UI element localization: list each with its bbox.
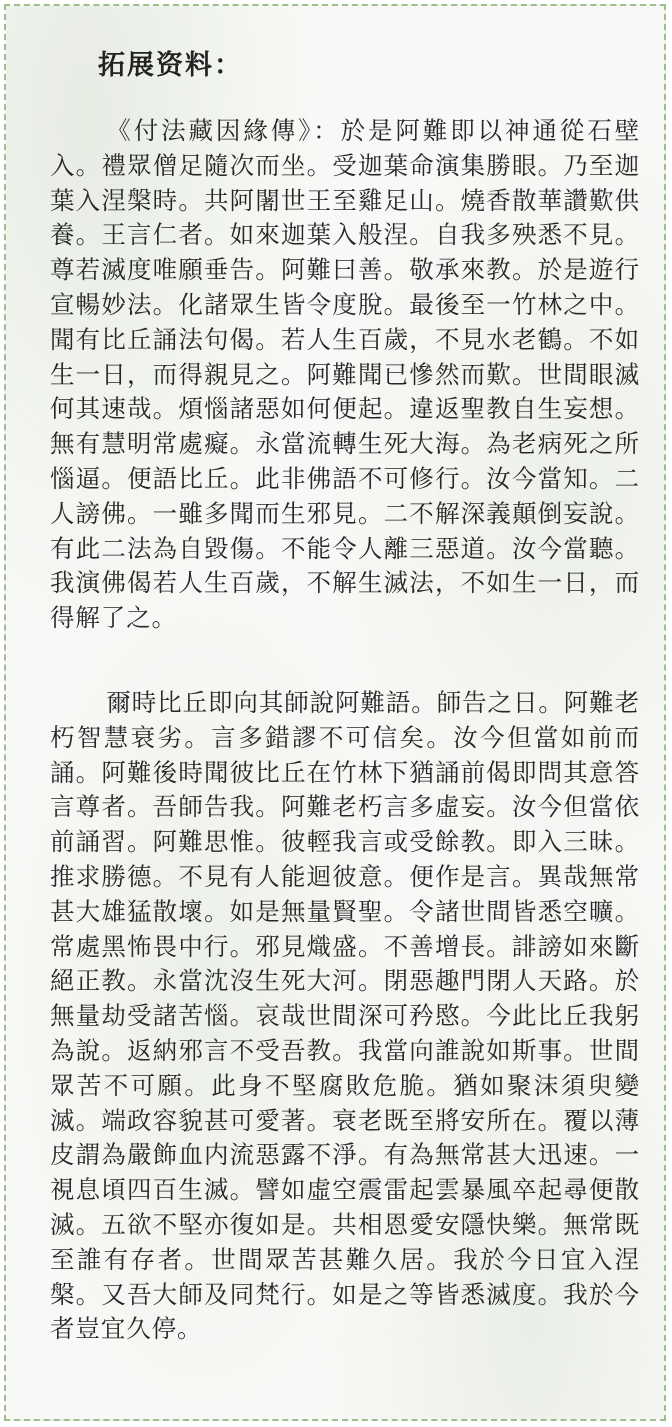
paragraph-1: 《付法藏因緣傳》：於是阿難即以神通從石壁入。禮眾僧足隨次而坐。受迦葉命演集勝眼。乃至迦葉入涅槃時。共阿闍世王至雞足山。燒香散華讚歎供養。王言仁者。如來迦葉入般涅。自我多殃悉不見。尊若滅度唯願垂告。阿難曰善。敬承來教。於是遊行宣暢妙法。化諸眾生皆令度脫。最後至一竹林之中。聞有比丘誦法句偈。若人生百歲，不見水老鶴。不如生一日，而得親見之。阿難聞已慘然而歎。世間眼滅何其速哉。煩惱諸惡如何便起。違返聖教自生妄想。無有慧明常處癡。永當流轉生死大海。為老病死之所惱逼。便語比丘。此非佛語不可修行。汝今當知。二人謗佛。一雖多聞而生邪見。二不解深義顛倒妄說。有此二法為自毀傷。不能令人離三惡道。汝今當聽。我演佛偈若人生百歲，不解生滅法，不如生一日，而得解了之。 (50, 116, 640, 633)
paragraph-2: 爾時比丘即向其師說阿難語。師告之日。阿難老朽智慧衰劣。言多錯謬不可信矣。汝今但當如前而誦。阿難後時聞彼比丘在竹林下猶誦前偈即問其意答言尊者。吾師告我。阿難老朽言多虛妄。汝今但當依前誦習。阿難思惟。彼輕我言或受餘教。即入三昧。推求勝德。不見有人能迴彼意。便作是言。異哉無常甚大雄猛散壞。如是無量賢聖。令諸世間皆悉空曠。常處黑怖畏中行。邪見熾盛。不善增長。誹謗如來斷絕正教。永當沈沒生死大河。閉惡趣門閉人天路。於無量劫受諸苦惱。哀哉世間深可矜愍。今此比丘我躬為說。返納邪言不受吾教。我當向誰說如斯事。世間眾苦不可願。此身不堅腐敗危脆。猶如聚沫須臾變滅。端政容貌甚可愛著。衰老既至將安所在。覆以薄皮謂為嚴飾血内流惡露不淨。有為無常甚大迅速。一視息頃四百生滅。譬如虛空震雷起雲暴風卒起尋便散滅。五欲不堅亦復如是。共相恩愛安隱快樂。無常既至誰有存者。世間眾苦甚難久居。我於今日宜入涅槃。又吾大師及同梵行。如是之等皆悉滅度。我於今者豈宜久停。 (50, 688, 640, 1344)
section-heading: 拓展资料： (98, 50, 243, 81)
content-card (4, 4, 666, 1421)
